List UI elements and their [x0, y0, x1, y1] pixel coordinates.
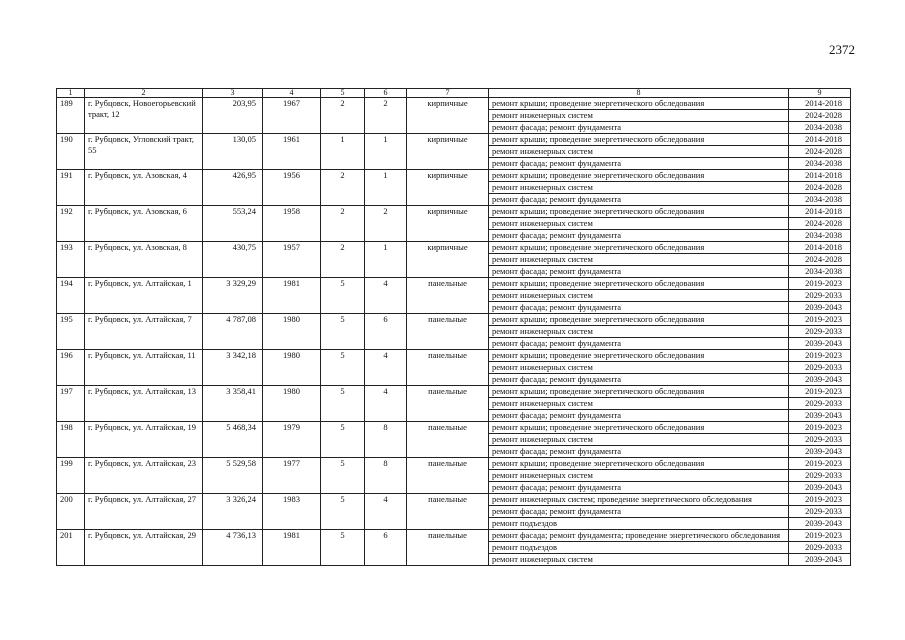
- repair-period: 2029-2033: [789, 290, 851, 302]
- repair-work: ремонт фасада; ремонт фундамента: [489, 506, 789, 518]
- building-address: г. Рубцовск, Угловский тракт, 55: [85, 134, 203, 170]
- repair-period: 2039-2043: [789, 482, 851, 494]
- building-entrances: 1: [365, 134, 407, 170]
- repair-period: 2029-2033: [789, 470, 851, 482]
- repair-period: 2019-2023: [789, 350, 851, 362]
- building-year: 1980: [263, 386, 321, 422]
- wall-material: панельные: [407, 422, 489, 458]
- table-row: [57, 170, 851, 182]
- building-floors: 1: [321, 134, 365, 170]
- building-number: 200: [57, 494, 85, 530]
- building-entrances: 2: [365, 98, 407, 134]
- repair-period: 2039-2043: [789, 518, 851, 530]
- building-number: 189: [57, 98, 85, 134]
- repair-period: 2039-2043: [789, 446, 851, 458]
- building-area: 4 736,13: [203, 530, 263, 566]
- building-area: 426,95: [203, 170, 263, 206]
- building-entrances: 8: [365, 458, 407, 494]
- repair-work: ремонт фасада; ремонт фундамента: [489, 482, 789, 494]
- building-entrances: 2: [365, 206, 407, 242]
- column-number: 2: [85, 89, 203, 98]
- repair-work: ремонт подъездов: [489, 518, 789, 530]
- building-entrances: 1: [365, 242, 407, 278]
- building-year: 1983: [263, 494, 321, 530]
- repair-work: ремонт фасада; ремонт фундамента: [489, 302, 789, 314]
- repair-work: ремонт инженерных систем: [489, 470, 789, 482]
- building-number: 198: [57, 422, 85, 458]
- building-area: 553,24: [203, 206, 263, 242]
- repair-period: 2019-2023: [789, 494, 851, 506]
- repair-work: ремонт крыши; проведение энергетического обследования: [489, 134, 789, 146]
- repair-period: 2034-2038: [789, 230, 851, 242]
- table-row: [57, 242, 851, 254]
- building-number: 192: [57, 206, 85, 242]
- building-entrances: 6: [365, 530, 407, 566]
- table-row: [57, 350, 851, 362]
- repair-work: ремонт крыши; проведение энергетического обследования: [489, 170, 789, 182]
- repair-work: ремонт крыши; проведение энергетического обследования: [489, 206, 789, 218]
- wall-material: кирпичные: [407, 170, 489, 206]
- repair-period: 2019-2023: [789, 278, 851, 290]
- repair-work: ремонт инженерных систем: [489, 434, 789, 446]
- building-number: 197: [57, 386, 85, 422]
- column-number: 8: [489, 89, 789, 98]
- building-number: 199: [57, 458, 85, 494]
- table-row: [57, 314, 851, 326]
- repair-work: ремонт фасада; ремонт фундамента: [489, 194, 789, 206]
- building-number: 195: [57, 314, 85, 350]
- column-number: 6: [365, 89, 407, 98]
- building-number: 190: [57, 134, 85, 170]
- column-number: 1: [57, 89, 85, 98]
- building-address: г. Рубцовск, ул. Алтайская, 7: [85, 314, 203, 350]
- repair-work: ремонт инженерных систем: [489, 146, 789, 158]
- wall-material: панельные: [407, 386, 489, 422]
- building-floors: 5: [321, 494, 365, 530]
- building-entrances: 4: [365, 494, 407, 530]
- repair-work: ремонт подъездов: [489, 542, 789, 554]
- building-floors: 5: [321, 314, 365, 350]
- building-address: г. Рубцовск, ул. Алтайская, 11: [85, 350, 203, 386]
- repair-work: ремонт фасада; ремонт фундамента: [489, 266, 789, 278]
- wall-material: панельные: [407, 278, 489, 314]
- building-floors: 5: [321, 422, 365, 458]
- repair-period: 2014-2018: [789, 170, 851, 182]
- building-area: 3 329,29: [203, 278, 263, 314]
- housing-repair-table: [56, 88, 851, 566]
- building-floors: 5: [321, 386, 365, 422]
- repair-period: 2029-2033: [789, 398, 851, 410]
- repair-work: ремонт крыши; проведение энергетического обследования: [489, 422, 789, 434]
- building-year: 1980: [263, 350, 321, 386]
- building-year: 1977: [263, 458, 321, 494]
- building-year: 1979: [263, 422, 321, 458]
- table-row: [57, 98, 851, 110]
- building-area: 4 787,08: [203, 314, 263, 350]
- repair-work: ремонт фасада; ремонт фундамента: [489, 230, 789, 242]
- building-address: г. Рубцовск, ул. Алтайская, 27: [85, 494, 203, 530]
- wall-material: кирпичные: [407, 98, 489, 134]
- building-entrances: 4: [365, 278, 407, 314]
- building-floors: 2: [321, 170, 365, 206]
- repair-work: ремонт инженерных систем: [489, 254, 789, 266]
- building-number: 196: [57, 350, 85, 386]
- repair-period: 2029-2033: [789, 326, 851, 338]
- repair-work: ремонт крыши; проведение энергетического обследования: [489, 386, 789, 398]
- building-entrances: 4: [365, 350, 407, 386]
- repair-period: 2014-2018: [789, 134, 851, 146]
- repair-period: 2039-2043: [789, 302, 851, 314]
- repair-work: ремонт фасада; ремонт фундамента: [489, 158, 789, 170]
- building-address: г. Рубцовск, ул. Азовская, 6: [85, 206, 203, 242]
- building-floors: 5: [321, 278, 365, 314]
- column-number-row: [57, 89, 851, 98]
- building-floors: 2: [321, 206, 365, 242]
- wall-material: кирпичные: [407, 206, 489, 242]
- building-number: 191: [57, 170, 85, 206]
- column-number: 5: [321, 89, 365, 98]
- wall-material: кирпичные: [407, 242, 489, 278]
- repair-period: 2019-2023: [789, 314, 851, 326]
- repair-period: 2014-2018: [789, 206, 851, 218]
- repair-work: ремонт крыши; проведение энергетического обследования: [489, 314, 789, 326]
- repair-work: ремонт инженерных систем: [489, 110, 789, 122]
- building-year: 1956: [263, 170, 321, 206]
- column-number: 4: [263, 89, 321, 98]
- building-address: г. Рубцовск, ул. Алтайская, 13: [85, 386, 203, 422]
- wall-material: панельные: [407, 530, 489, 566]
- building-area: 5 468,34: [203, 422, 263, 458]
- repair-work: ремонт фасада; ремонт фундамента: [489, 446, 789, 458]
- building-area: 5 529,58: [203, 458, 263, 494]
- repair-work: ремонт фасада; ремонт фундамента: [489, 338, 789, 350]
- repair-period: 2024-2028: [789, 146, 851, 158]
- wall-material: панельные: [407, 314, 489, 350]
- building-address: г. Рубцовск, ул. Алтайская, 29: [85, 530, 203, 566]
- column-number: 7: [407, 89, 489, 98]
- repair-work: ремонт крыши; проведение энергетического обследования: [489, 242, 789, 254]
- wall-material: панельные: [407, 458, 489, 494]
- building-address: г. Рубцовск, ул. Алтайская, 19: [85, 422, 203, 458]
- building-entrances: 1: [365, 170, 407, 206]
- repair-period: 2039-2043: [789, 554, 851, 566]
- repair-period: 2034-2038: [789, 194, 851, 206]
- table-row: [57, 530, 851, 542]
- repair-work: ремонт крыши; проведение энергетического обследования: [489, 458, 789, 470]
- repair-work: ремонт фасада; ремонт фундамента; проведение энергетического обследования: [489, 530, 789, 542]
- building-address: г. Рубцовск, Новоегорьевский тракт, 12: [85, 98, 203, 134]
- building-address: г. Рубцовск, ул. Алтайская, 1: [85, 278, 203, 314]
- repair-work: ремонт фасада; ремонт фундамента: [489, 122, 789, 134]
- building-number: 193: [57, 242, 85, 278]
- building-floors: 5: [321, 350, 365, 386]
- repair-work: ремонт крыши; проведение энергетического обследования: [489, 350, 789, 362]
- repair-period: 2019-2023: [789, 458, 851, 470]
- building-address: г. Рубцовск, ул. Алтайская, 23: [85, 458, 203, 494]
- building-number: 201: [57, 530, 85, 566]
- wall-material: панельные: [407, 350, 489, 386]
- repair-period: 2029-2033: [789, 542, 851, 554]
- repair-work: ремонт инженерных систем: [489, 326, 789, 338]
- repair-work: ремонт крыши; проведение энергетического обследования: [489, 98, 789, 110]
- building-area: 430,75: [203, 242, 263, 278]
- building-area: 3 342,18: [203, 350, 263, 386]
- building-entrances: 6: [365, 314, 407, 350]
- repair-period: 2019-2023: [789, 530, 851, 542]
- page-number: 2372: [829, 42, 855, 57]
- building-area: 3 326,24: [203, 494, 263, 530]
- repair-period: 2034-2038: [789, 122, 851, 134]
- repair-period: 2034-2038: [789, 158, 851, 170]
- building-area: 130,05: [203, 134, 263, 170]
- repair-work: ремонт инженерных систем: [489, 554, 789, 566]
- building-year: 1980: [263, 314, 321, 350]
- column-number: 9: [789, 89, 851, 98]
- repair-work: ремонт инженерных систем: [489, 182, 789, 194]
- table-row: [57, 494, 851, 506]
- building-floors: 2: [321, 242, 365, 278]
- table-row: [57, 278, 851, 290]
- repair-period: 2024-2028: [789, 254, 851, 266]
- building-number: 194: [57, 278, 85, 314]
- building-address: г. Рубцовск, ул. Азовская, 4: [85, 170, 203, 206]
- repair-work: ремонт инженерных систем: [489, 218, 789, 230]
- repair-period: 2034-2038: [789, 266, 851, 278]
- repair-work: ремонт фасада; ремонт фундамента: [489, 374, 789, 386]
- building-year: 1961: [263, 134, 321, 170]
- repair-period: 2024-2028: [789, 218, 851, 230]
- table-row: [57, 458, 851, 470]
- wall-material: кирпичные: [407, 134, 489, 170]
- repair-work: ремонт крыши; проведение энергетического обследования: [489, 278, 789, 290]
- table-row: [57, 134, 851, 146]
- repair-work: ремонт инженерных систем: [489, 398, 789, 410]
- repair-period: 2019-2023: [789, 422, 851, 434]
- repair-period: 2039-2043: [789, 338, 851, 350]
- table-body: [57, 98, 851, 566]
- repair-period: 2029-2033: [789, 506, 851, 518]
- repair-period: 2024-2028: [789, 182, 851, 194]
- building-year: 1981: [263, 278, 321, 314]
- building-year: 1967: [263, 98, 321, 134]
- building-floors: 5: [321, 458, 365, 494]
- building-area: 3 358,41: [203, 386, 263, 422]
- repair-period: 2039-2043: [789, 374, 851, 386]
- column-number: 3: [203, 89, 263, 98]
- repair-work: ремонт инженерных систем: [489, 362, 789, 374]
- repair-period: 2029-2033: [789, 362, 851, 374]
- building-area: 203,95: [203, 98, 263, 134]
- building-entrances: 8: [365, 422, 407, 458]
- building-address: г. Рубцовск, ул. Азовская, 8: [85, 242, 203, 278]
- building-floors: 2: [321, 98, 365, 134]
- repair-period: 2019-2023: [789, 386, 851, 398]
- repair-period: 2014-2018: [789, 98, 851, 110]
- building-entrances: 4: [365, 386, 407, 422]
- repair-work: ремонт инженерных систем; проведение энергетического обследования: [489, 494, 789, 506]
- building-year: 1957: [263, 242, 321, 278]
- repair-period: 2029-2033: [789, 434, 851, 446]
- table-row: [57, 386, 851, 398]
- repair-work: ремонт фасада; ремонт фундамента: [489, 410, 789, 422]
- table-row: [57, 206, 851, 218]
- building-year: 1958: [263, 206, 321, 242]
- repair-period: 2014-2018: [789, 242, 851, 254]
- repair-period: 2024-2028: [789, 110, 851, 122]
- table-row: [57, 422, 851, 434]
- repair-work: ремонт инженерных систем: [489, 290, 789, 302]
- wall-material: панельные: [407, 494, 489, 530]
- building-floors: 5: [321, 530, 365, 566]
- repair-period: 2039-2043: [789, 410, 851, 422]
- building-year: 1981: [263, 530, 321, 566]
